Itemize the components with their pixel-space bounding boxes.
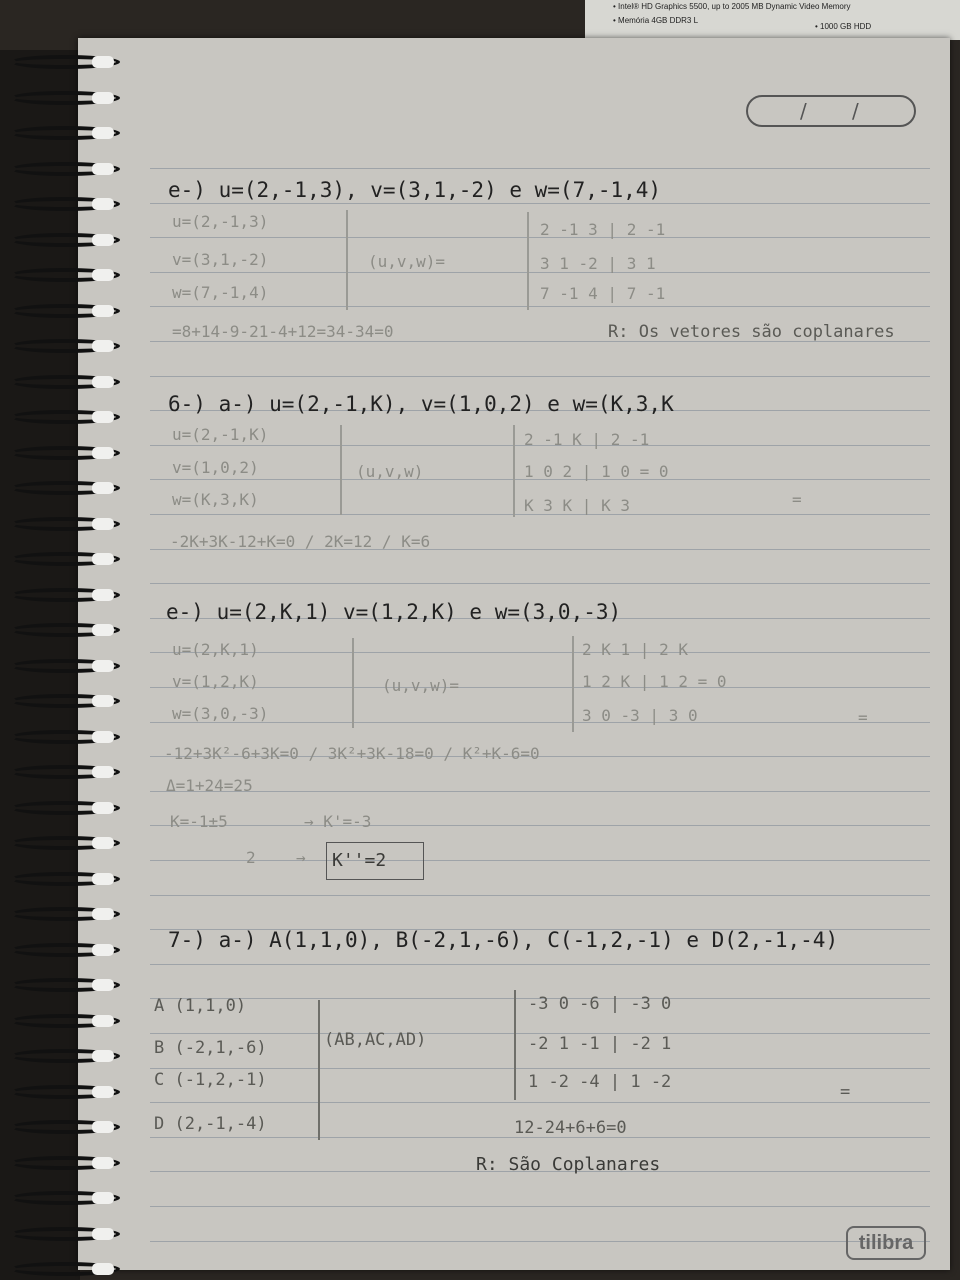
problem-6a-equals: =	[792, 490, 802, 509]
problem-e2-calc: -12+3K²-6+3K=0 / 3K²+3K-18=0 / K²+K-6=0	[164, 744, 540, 763]
sticker-line-graphics: • Intel® HD Graphics 5500, up to 2005 MB Dynamic Video Memory	[613, 2, 851, 11]
problem-e1-v: v=(3,1,-2)	[172, 250, 269, 269]
problem-7a-det-row1: -3 0 -6 | -3 0	[528, 994, 672, 1014]
problem-e2-u: u=(2,K,1)	[172, 640, 259, 659]
problem-e2-w: w=(3,0,-3)	[172, 704, 269, 723]
problem-e2-det-row3: 3 0 -3 | 3 0	[582, 706, 698, 725]
ruled-line	[150, 1102, 930, 1103]
ruled-line	[150, 791, 930, 792]
problem-e1-u: u=(2,-1,3)	[172, 212, 269, 231]
date-field	[746, 95, 916, 127]
divider	[318, 1000, 320, 1140]
punch-hole	[92, 660, 114, 672]
problem-e2-det-row2: 1 2 K | 1 2 = 0	[582, 672, 727, 691]
problem-6a-title: 6-) a-) u=(2,-1,K), v=(1,0,2) e w=(K,3,K	[168, 392, 674, 416]
punch-hole	[92, 447, 114, 459]
punch-hole	[92, 1121, 114, 1133]
problem-7a-point-c: C (-1,2,-1)	[154, 1070, 267, 1090]
punch-hole	[92, 376, 114, 388]
problem-7a-point-b: B (-2,1,-6)	[154, 1038, 267, 1058]
problem-7a-det-row3: 1 -2 -4 | 1 -2	[528, 1072, 672, 1092]
problem-e2-title: e-) u=(2,K,1) v=(1,2,K) e w=(3,0,-3)	[166, 600, 622, 624]
ruled-line	[150, 825, 930, 826]
determinant-bar	[572, 636, 574, 732]
punch-hole	[92, 553, 114, 565]
determinant-bar	[514, 990, 516, 1100]
punch-hole	[92, 163, 114, 175]
punch-hole	[92, 269, 114, 281]
sticker-line-hdd: • 1000 GB HDD	[815, 22, 872, 31]
punch-hole	[92, 518, 114, 530]
divider	[352, 638, 354, 728]
tilibra-logo: tilibra	[846, 1226, 926, 1260]
problem-e2-root-k1: → K'=-3	[304, 812, 372, 831]
ruled-line	[150, 1068, 930, 1069]
problem-6a-calc: -2K+3K-12+K=0 / 2K=12 / K=6	[170, 532, 431, 551]
problem-6a-det-row3: K 3 K | K 3	[524, 496, 630, 515]
ruled-line	[150, 895, 930, 896]
ruled-line	[150, 1206, 930, 1207]
punch-hole	[92, 127, 114, 139]
problem-e2-root-formula: K=-1±5	[170, 812, 228, 831]
date-separator-1: /	[800, 99, 807, 123]
punch-hole	[92, 944, 114, 956]
problem-7a-triple: (AB,AC,AD)	[324, 1030, 427, 1050]
problem-7a-point-a: A (1,1,0)	[154, 996, 247, 1016]
punch-hole	[92, 411, 114, 423]
laptop-spec-sticker	[585, 0, 960, 40]
punch-hole	[92, 1050, 114, 1062]
problem-6a-u: u=(2,-1,K)	[172, 425, 269, 444]
problem-e2-delta: Δ=1+24=25	[166, 776, 253, 795]
punch-hole	[92, 305, 114, 317]
punch-hole	[92, 198, 114, 210]
problem-e2-triple: (u,v,w)=	[382, 676, 460, 695]
punch-hole	[92, 1228, 114, 1240]
problem-7a-point-d: D (2,-1,-4)	[154, 1114, 267, 1134]
problem-e1-title: e-) u=(2,-1,3), v=(3,1,-2) e w=(7,-1,4)	[168, 178, 662, 202]
ruled-line	[150, 687, 930, 688]
punch-hole	[92, 234, 114, 246]
punch-hole	[92, 1157, 114, 1169]
problem-6a-det-row2: 1 0 2 | 1 0 = 0	[524, 462, 669, 481]
problem-e1-triple: (u,v,w)=	[368, 252, 446, 271]
punch-hole	[92, 908, 114, 920]
problem-7a-title: 7-) a-) A(1,1,0), B(-2,1,-6), C(-1,2,-1) e D(2,-1,-4)	[168, 928, 839, 952]
problem-e1-det-row3: 7 -1 4 | 7 -1	[540, 284, 666, 303]
determinant-bar	[527, 212, 529, 310]
punch-hole	[92, 766, 114, 778]
problem-6a-v: v=(1,0,2)	[172, 458, 259, 477]
problem-7a-equals: =	[840, 1082, 851, 1102]
problem-6a-triple: (u,v,w)	[356, 462, 424, 481]
divider	[340, 425, 342, 515]
punch-hole	[92, 56, 114, 68]
problem-7a-answer: R: São Coplanares	[476, 1154, 661, 1175]
ruled-line	[150, 168, 930, 169]
determinant-bar	[513, 425, 515, 517]
punch-hole	[92, 1015, 114, 1027]
problem-e1-answer: R: Os vetores são coplanares	[608, 322, 895, 342]
ruled-line	[150, 964, 930, 965]
problem-e1-w: w=(7,-1,4)	[172, 283, 269, 302]
problem-e2-det-row1: 2 K 1 | 2 K	[582, 640, 688, 659]
problem-e1-calc: =8+14-9-21-4+12=34-34=0	[172, 322, 394, 341]
punch-hole	[92, 482, 114, 494]
date-separator-2: /	[852, 99, 859, 123]
punch-hole	[92, 92, 114, 104]
ruled-line	[150, 203, 930, 204]
problem-6a-det-row1: 2 -1 K | 2 -1	[524, 430, 650, 449]
punch-hole	[92, 1263, 114, 1275]
problem-e2-equals: =	[858, 708, 868, 727]
ruled-line	[150, 583, 930, 584]
punch-hole	[92, 873, 114, 885]
problem-6a-w: w=(K,3,K)	[172, 490, 259, 509]
punch-hole	[92, 589, 114, 601]
problem-7a-calc: 12-24+6+6=0	[514, 1118, 627, 1138]
problem-e2-root-arrow: →	[296, 848, 306, 867]
ruled-line	[150, 376, 930, 377]
problem-e2-root-k2: K''=2	[332, 850, 387, 871]
problem-e2-root-denominator: 2	[246, 848, 256, 867]
ruled-line	[150, 1241, 930, 1242]
problem-e1-det-row1: 2 -1 3 | 2 -1	[540, 220, 666, 239]
punch-hole	[92, 979, 114, 991]
punch-hole	[92, 731, 114, 743]
problem-e2-v: v=(1,2,K)	[172, 672, 259, 691]
problem-e1-det-row2: 3 1 -2 | 3 1	[540, 254, 656, 273]
punch-hole	[92, 1192, 114, 1204]
punch-hole	[92, 837, 114, 849]
punch-hole	[92, 695, 114, 707]
divider	[346, 210, 348, 310]
sticker-line-memory: • Memória 4GB DDR3 L	[613, 16, 699, 25]
punch-hole	[92, 624, 114, 636]
ruled-line	[150, 652, 930, 653]
ruled-line	[150, 860, 930, 861]
punch-hole	[92, 802, 114, 814]
punch-hole	[92, 340, 114, 352]
problem-7a-det-row2: -2 1 -1 | -2 1	[528, 1034, 672, 1054]
ruled-line	[150, 306, 930, 307]
punch-hole	[92, 1086, 114, 1098]
